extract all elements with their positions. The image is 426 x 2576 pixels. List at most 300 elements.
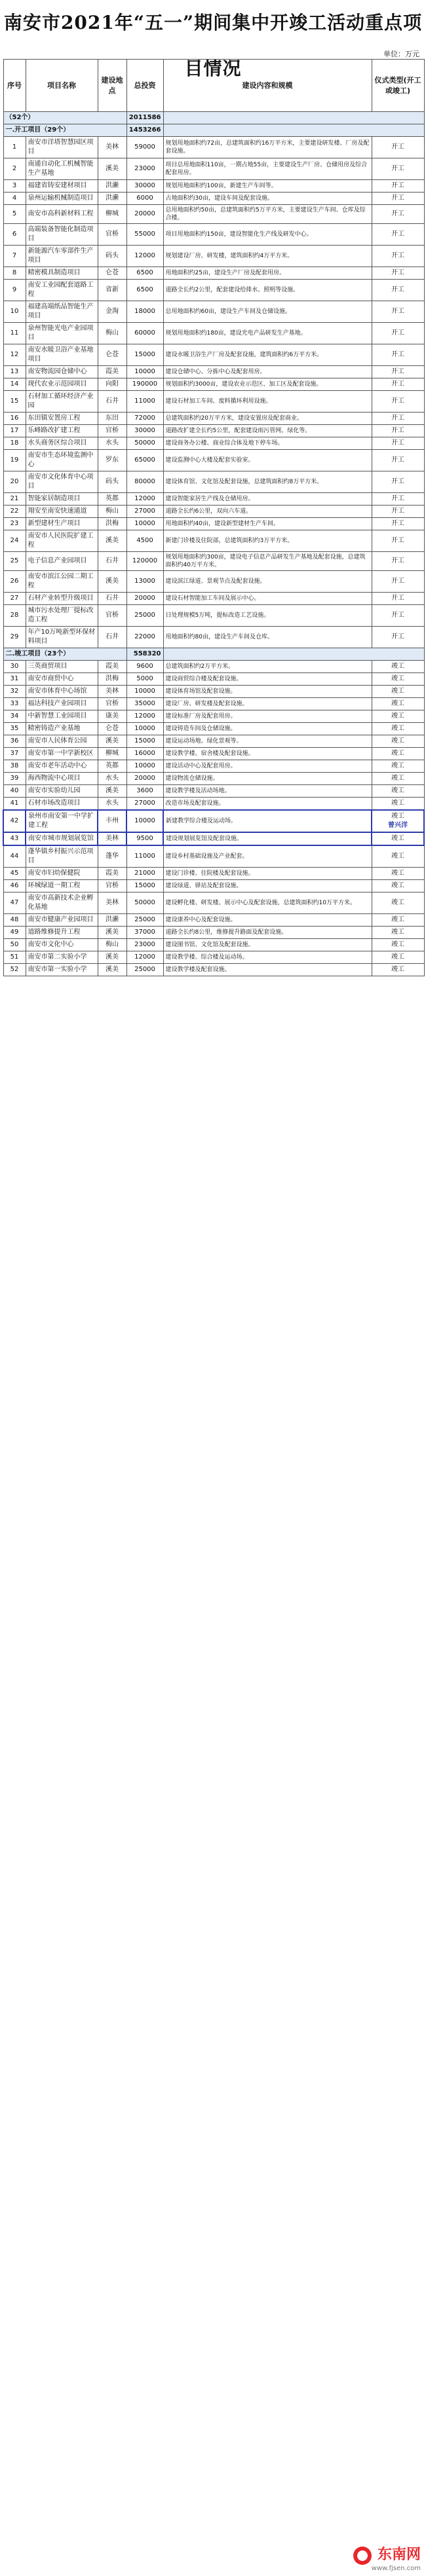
table-row [3, 366, 424, 378]
row-name: 南安市第一实验小学 [26, 964, 98, 976]
row-total: 27000 [126, 798, 163, 811]
section-done-label: 二.竣工项目（23个） [3, 648, 126, 661]
col-total: 总投资 [126, 60, 163, 112]
row-site: 石井 [98, 391, 126, 413]
row-site: 溪美 [98, 785, 126, 798]
row-name: 南安市生态环境监测中心 [26, 450, 98, 471]
row-site: 石井 [98, 552, 126, 571]
row-name: 中新智慧工业园项目 [26, 710, 98, 723]
row-content: 项目总用地面积110亩，一期占地55亩，主要建设生产厂房、仓储用房及综合配套用房。 [163, 158, 372, 180]
table-row [3, 723, 424, 735]
table-row [3, 605, 424, 627]
row-type: 竣工 [372, 868, 424, 880]
row-type: 竣工 [372, 748, 424, 760]
row-total: 12000 [126, 710, 163, 723]
row-name: 三英商贸项目 [26, 661, 98, 673]
row-name: 海西物流中心项目 [26, 773, 98, 785]
col-no: 序号 [3, 60, 26, 112]
row-content: 规划用地面积约100亩，新建生产车间等。 [163, 180, 372, 193]
row-content: 建设教学楼、综合楼及运动场。 [163, 951, 372, 964]
row-no: 38 [3, 760, 26, 773]
table-row [3, 267, 424, 280]
row-name: 精密铸造产业基地 [26, 723, 98, 735]
table-row [3, 530, 424, 552]
row-name: 南安市洋塔智慧园区项目 [26, 137, 98, 158]
row-name: 年产10万吨新型环保材料项目 [26, 627, 98, 648]
row-type: 开工 [372, 627, 424, 648]
table-row [3, 868, 424, 880]
row-total: 22000 [126, 627, 163, 648]
table-row [3, 773, 424, 785]
row-content: 建设智能家居生产线及仓储用房。 [163, 493, 372, 506]
table-row [3, 193, 424, 205]
row-name: 水头商务区综合项目 [26, 437, 98, 450]
row-no: 23 [3, 518, 26, 530]
row-total: 72000 [126, 413, 163, 425]
row-no: 49 [3, 927, 26, 939]
watermark-brand: 东南网 [377, 2546, 421, 2563]
row-total: 6000 [126, 193, 163, 205]
row-content: 总用地面积约60亩，建设生产车间及仓储设施。 [163, 301, 372, 323]
table-row [3, 301, 424, 323]
row-total: 10000 [126, 686, 163, 698]
row-name: 南安市实验幼儿园 [26, 785, 98, 798]
row-content: 建设门诊楼、住院楼及配套设施。 [163, 868, 372, 880]
row-total: 30000 [126, 425, 163, 437]
row-type: 竣工 [372, 698, 424, 710]
table-row [3, 673, 424, 686]
row-site: 洪梅 [98, 673, 126, 686]
table-row [3, 785, 424, 798]
table-row [3, 760, 424, 773]
row-name: 南安工业园配套道路工程 [26, 280, 98, 301]
row-no: 9 [3, 280, 26, 301]
row-name: 道路维修提升工程 [26, 927, 98, 939]
row-no: 31 [3, 673, 26, 686]
row-name: 南安市人民医院扩建工程 [26, 530, 98, 552]
table-row [3, 686, 424, 698]
unit-label: 单位：万元 [383, 50, 419, 58]
row-type: 竣工 [372, 927, 424, 939]
table-row [3, 205, 424, 224]
row-no: 45 [3, 868, 26, 880]
row-type: 开工 [372, 605, 424, 627]
row-content: 日处理规模5万吨，提标改造工艺设施。 [163, 605, 372, 627]
watermark-logo-icon [353, 2547, 372, 2565]
row-type: 开工 [372, 224, 424, 246]
row-site: 蓬华 [98, 845, 126, 868]
row-content: 建设康养中心及配套设施。 [163, 914, 372, 927]
table-row [3, 661, 424, 673]
table-row [3, 892, 424, 914]
row-site: 东田 [98, 413, 126, 425]
row-no: 6 [3, 224, 26, 246]
row-name: 福达科技产业园项目 [26, 698, 98, 710]
row-type: 开工 [372, 413, 424, 425]
row-site: 美林 [98, 137, 126, 158]
row-content: 建设物流仓储设施。 [163, 773, 372, 785]
row-type: 竣工 [372, 661, 424, 673]
row-type: 竣工 [372, 832, 424, 845]
row-no: 3 [3, 180, 26, 193]
row-content: 新建教学综合楼及运动场。 [163, 810, 372, 832]
row-total: 18000 [126, 301, 163, 323]
row-no: 34 [3, 710, 26, 723]
row-total: 20000 [126, 773, 163, 785]
table-row [3, 914, 424, 927]
row-total: 23000 [126, 158, 163, 180]
table-row [3, 158, 424, 180]
row-name: 南安市高新技术企业孵化基地 [26, 892, 98, 914]
row-total: 37000 [126, 927, 163, 939]
table-row [3, 798, 424, 811]
row-name: 南安市健康产业园项目 [26, 914, 98, 927]
row-site: 溪美 [98, 530, 126, 552]
row-content: 道路全长约8公里，维修提升路面及配套设施。 [163, 927, 372, 939]
table-row [3, 391, 424, 413]
table-row [3, 323, 424, 344]
row-site: 溪美 [98, 735, 126, 748]
row-total: 27000 [126, 506, 163, 518]
row-site: 美林 [98, 686, 126, 698]
row-name: 泉州运输机械制造项目 [26, 193, 98, 205]
row-type: 开工 [372, 506, 424, 518]
row-content: 道路全长约2公里，配套建设给排水、照明等设施。 [163, 280, 372, 301]
row-no: 46 [3, 880, 26, 892]
row-name: 东田镇安置房工程 [26, 413, 98, 425]
row-no: 32 [3, 686, 26, 698]
table-row [3, 180, 424, 193]
row-no: 51 [3, 951, 26, 964]
row-site: 水头 [98, 773, 126, 785]
row-total: 25000 [126, 605, 163, 627]
row-site: 丰州 [98, 810, 126, 832]
project-table [3, 59, 425, 976]
row-site: 石井 [98, 593, 126, 605]
grand-total-row [3, 112, 424, 124]
row-site: 石井 [98, 627, 126, 648]
row-type: 开工 [372, 137, 424, 158]
table-row [3, 571, 424, 593]
row-total: 10000 [126, 810, 163, 832]
table-row [3, 137, 424, 158]
row-total: 12000 [126, 493, 163, 506]
row-content: 建设图书馆、文化馆及配套设施。 [163, 939, 372, 951]
table-row [3, 493, 424, 506]
row-no: 36 [3, 735, 26, 748]
row-type: 开工 [372, 180, 424, 193]
row-site: 梅山 [98, 506, 126, 518]
row-no: 48 [3, 914, 26, 927]
row-site: 溪美 [98, 571, 126, 593]
grand-total-label: （52个） [3, 112, 126, 124]
row-no: 19 [3, 450, 26, 471]
row-content: 建设铸造车间及仓储设施。 [163, 723, 372, 735]
row-site: 美林 [98, 832, 126, 845]
row-no: 8 [3, 267, 26, 280]
row-name: 翔安至南安快速通道 [26, 506, 98, 518]
row-no: 24 [3, 530, 26, 552]
table-row [3, 246, 424, 267]
row-total: 25000 [126, 964, 163, 976]
table-row [3, 437, 424, 450]
row-total: 15000 [126, 880, 163, 892]
row-site: 罗东 [98, 450, 126, 471]
row-name: 电子信息产业园项目 [26, 552, 98, 571]
row-site: 柳城 [98, 205, 126, 224]
col-content: 建设内容和规模 [163, 60, 372, 112]
row-content: 建设规划展览馆及配套设施。 [163, 832, 372, 845]
row-site: 英都 [98, 493, 126, 506]
row-content: 建设绿道、驿站及配套设施。 [163, 880, 372, 892]
row-site: 水头 [98, 437, 126, 450]
row-no: 10 [3, 301, 26, 323]
row-content: 规划用地面积约72亩，总建筑面积约16万平方米，主要建设研发楼、厂房及配套设施。 [163, 137, 372, 158]
watermark-url: www.fjsen.com [371, 2565, 421, 2572]
table-row [3, 710, 424, 723]
col-type: 仪式类型(开工或竣工) [372, 60, 424, 112]
row-no: 5 [3, 205, 26, 224]
table-row [3, 413, 424, 425]
row-name: 乐峰路改扩建工程 [26, 425, 98, 437]
section-done-row [3, 648, 424, 661]
row-content: 建设体育馆、文化馆及配套设施，总建筑面积约8万平方米。 [163, 471, 372, 493]
table-row [3, 748, 424, 760]
row-total: 10000 [126, 723, 163, 735]
table-row [3, 378, 424, 391]
row-total: 3600 [126, 785, 163, 798]
row-site: 霞美 [98, 868, 126, 880]
table-row [3, 518, 424, 530]
row-no: 21 [3, 493, 26, 506]
row-no: 17 [3, 425, 26, 437]
row-total: 11000 [126, 391, 163, 413]
row-name: 南安市第二实验小学 [26, 951, 98, 964]
row-name: 新型建材生产项目 [26, 518, 98, 530]
row-type: 开工 [372, 193, 424, 205]
row-content: 规划用地面积约180亩，建设光电产品研发生产基地。 [163, 323, 372, 344]
section-start-total: 1453266 [126, 124, 163, 137]
row-name: 蓬华镇乡村振兴示范项目 [26, 845, 98, 868]
section-start-row [3, 124, 424, 137]
row-content: 建设监测中心大楼及配套实验室。 [163, 450, 372, 471]
row-no: 37 [3, 748, 26, 760]
row-site: 英都 [98, 760, 126, 773]
row-total: 10000 [126, 760, 163, 773]
row-site: 仑苍 [98, 344, 126, 366]
row-site: 码头 [98, 471, 126, 493]
row-site: 金淘 [98, 301, 126, 323]
row-no: 12 [3, 344, 26, 366]
row-total: 21000 [126, 868, 163, 880]
row-total: 13000 [126, 571, 163, 593]
row-name: 南安市人民体育公园 [26, 735, 98, 748]
table-row [3, 627, 424, 648]
row-type: 开工 [372, 246, 424, 267]
table-row [3, 927, 424, 939]
row-no: 11 [3, 323, 26, 344]
row-name: 南安水暖卫浴产业基地项目 [26, 344, 98, 366]
row-name: 南安物流园仓储中心 [26, 366, 98, 378]
row-name: 石材加工循环经济产业园 [26, 391, 98, 413]
row-site: 康美 [98, 710, 126, 723]
row-type: 开工 [372, 518, 424, 530]
row-name: 南安市文化体育中心项目 [26, 471, 98, 493]
row-type: 开工 [372, 437, 424, 450]
row-type: 竣工 [372, 964, 424, 976]
row-type: 开工 [372, 378, 424, 391]
row-no: 26 [3, 571, 26, 593]
row-content: 建设石材智能加工车间及展示中心。 [163, 593, 372, 605]
table-row [3, 880, 424, 892]
table-row [3, 506, 424, 518]
row-site: 溪美 [98, 927, 126, 939]
row-type: 竣工 [372, 723, 424, 735]
row-total: 10000 [126, 518, 163, 530]
row-content: 用地面积约25亩，建设生产厂房及配套用房。 [163, 267, 372, 280]
row-total: 190000 [126, 378, 163, 391]
row-total: 10000 [126, 366, 163, 378]
row-type: 竣工 [372, 785, 424, 798]
row-total: 6500 [126, 267, 163, 280]
table-row [3, 344, 424, 366]
row-site: 洪濑 [98, 914, 126, 927]
row-site: 梅山 [98, 323, 126, 344]
row-name: 泉州智能光电产业园项目 [26, 323, 98, 344]
row-name: 环城绿道一期工程 [26, 880, 98, 892]
row-site: 洪濑 [98, 180, 126, 193]
row-content: 建设活动中心及配套用房。 [163, 760, 372, 773]
row-site: 溪美 [98, 951, 126, 964]
row-content: 总建筑面积约20万平方米，建设安置房及配套商业。 [163, 413, 372, 425]
row-site: 官桥 [98, 224, 126, 246]
row-no: 44 [3, 845, 26, 868]
section-done-total: 558320 [126, 648, 163, 661]
table-row [3, 964, 424, 976]
row-no: 42 [3, 810, 26, 832]
row-type: 开工 [372, 158, 424, 180]
row-content: 改造市场及配套设施。 [163, 798, 372, 811]
row-content: 总用地面积约50亩，总建筑面积约5万平方米，主要建设生产车间、仓库及综合楼。 [163, 205, 372, 224]
row-name: 石材产业转型升级项目 [26, 593, 98, 605]
row-no: 20 [3, 471, 26, 493]
row-type: 开工 [372, 280, 424, 301]
table-row [3, 845, 424, 868]
row-site: 水头 [98, 798, 126, 811]
table-row [3, 471, 424, 493]
table-header-row [3, 60, 424, 112]
row-type: 竣工 [372, 735, 424, 748]
row-content: 建设运动场地、绿化景观等。 [163, 735, 372, 748]
table-body [3, 112, 424, 976]
row-no: 33 [3, 698, 26, 710]
row-name: 石材市场改造项目 [26, 798, 98, 811]
row-content: 规划面积约3000亩，建设农业示范区、加工区及配套设施。 [163, 378, 372, 391]
table-row [3, 224, 424, 246]
row-no: 7 [3, 246, 26, 267]
row-total: 5000 [126, 673, 163, 686]
row-type: 开工 [372, 391, 424, 413]
row-total: 59000 [126, 137, 163, 158]
row-type: 开工 [372, 450, 424, 471]
row-total: 9600 [126, 661, 163, 673]
row-total: 9500 [126, 832, 163, 845]
table-row [3, 698, 424, 710]
row-no: 52 [3, 964, 26, 976]
row-content: 用地面积约40亩，建设新型建材生产车间。 [163, 518, 372, 530]
row-content: 项目用地面积约150亩，建设智能化生产线及研发中心。 [163, 224, 372, 246]
row-site: 官桥 [98, 698, 126, 710]
row-content: 建设厂房、研发楼及配套设施。 [163, 698, 372, 710]
row-total: 16000 [126, 748, 163, 760]
row-no: 16 [3, 413, 26, 425]
row-site: 官桥 [98, 605, 126, 627]
row-content: 建设体育场馆及配套设施。 [163, 686, 372, 698]
row-type: 开工 [372, 471, 424, 493]
row-total: 15000 [126, 344, 163, 366]
row-total: 35000 [126, 698, 163, 710]
row-content: 规划用地面积约300亩，建设电子信息产品研发生产基地及配套设施，总建筑面积约40万平方米。 [163, 552, 372, 571]
row-name: 南安市高科新材料工程 [26, 205, 98, 224]
row-no: 2 [3, 158, 26, 180]
row-name: 南安市城市规划展览馆 [26, 832, 98, 845]
row-name: 高端装备智能化制造项目 [26, 224, 98, 246]
row-site: 溪美 [98, 964, 126, 976]
row-content: 建设石材加工车间、废料循环利用设施。 [163, 391, 372, 413]
row-content: 建设教学楼及配套设施。 [163, 964, 372, 976]
row-type: 开工 [372, 552, 424, 571]
row-content: 总建筑面积约2万平方米。 [163, 661, 372, 673]
row-type: 竣工 [372, 686, 424, 698]
table-row [3, 280, 424, 301]
watermark [353, 2543, 421, 2573]
row-no: 14 [3, 378, 26, 391]
row-content: 建设教学楼、宿舍楼及配套设施。 [163, 748, 372, 760]
row-name: 新能源汽车零部件生产项目 [26, 246, 98, 267]
row-site: 洪梅 [98, 518, 126, 530]
row-type: 竣工 [372, 845, 424, 868]
row-site: 向阳 [98, 378, 126, 391]
row-type: 开工 [372, 530, 424, 552]
row-content: 建设乡村基础设施及产业配套。 [163, 845, 372, 868]
row-type: 开工 [372, 344, 424, 366]
row-site: 霞美 [98, 661, 126, 673]
row-total: 6500 [126, 280, 163, 301]
row-type: 开工 [372, 205, 424, 224]
row-name: 南安市文化中心 [26, 939, 98, 951]
row-site: 官桥 [98, 880, 126, 892]
row-name: 南安市第一中学新校区 [26, 748, 98, 760]
row-site: 霞美 [98, 366, 126, 378]
row-total: 15000 [126, 735, 163, 748]
col-name: 项目名称 [26, 60, 98, 112]
row-type: 竣工 [372, 939, 424, 951]
annotation-note: 曾兴洋 [388, 822, 408, 829]
row-name: 城市污水处理厂提标改造工程 [26, 605, 98, 627]
table-row [3, 450, 424, 471]
table-row [3, 735, 424, 748]
col-site: 建设地点 [98, 60, 126, 112]
row-content: 道路改扩建全长约5公里，配套建设雨污管网、绿化等。 [163, 425, 372, 437]
row-no: 25 [3, 552, 26, 571]
row-site: 柳城 [98, 748, 126, 760]
row-type: 开工 [372, 571, 424, 593]
row-type: 开工 [372, 267, 424, 280]
row-no: 39 [3, 773, 26, 785]
row-total: 30000 [126, 180, 163, 193]
row-total: 11000 [126, 845, 163, 868]
row-no: 1 [3, 137, 26, 158]
